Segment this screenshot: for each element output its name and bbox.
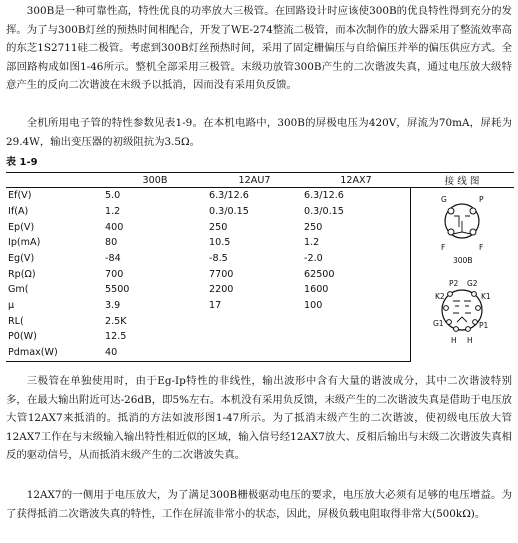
header-param [6,173,103,188]
cell-12au7: 0.3/0.15 [209,206,249,218]
pin-circle [444,306,449,311]
tube-label: 300B [453,256,473,265]
pin-label: K1 [481,292,491,301]
cell-12au7: 6.3/12.6 [209,190,249,202]
cell-12ax7: 1600 [304,284,329,296]
tube-12ax7-pinout [433,279,491,345]
pin-label: F [441,243,446,252]
pin-label: F [479,243,484,252]
cell-12au7 [207,329,302,345]
cell-param: Gm( [8,284,29,296]
header-12ax7: 12AX7 [302,173,410,188]
cell-12au7: 10.5 [209,237,231,249]
cell-param: Ep(V) [8,221,35,233]
pin-circle [466,327,471,332]
pin-circle [448,208,454,214]
paragraph-parameters: 全机所用电子管的特性参数见表1-9。在本机电路中，300B的屏极电压为420V，屏流为70mA，屏耗为29.4W，输出变压器的初级阻抗为3.5Ω。 [6,117,512,148]
cell-300b: 3.9 [105,300,121,312]
cell-300b: 5.0 [105,190,121,202]
cell-param: P0(W) [8,331,37,343]
pin-label: G1 [433,319,444,328]
cell-300b: 2.5K [105,315,127,327]
paragraph-harmonics: 三极管在单独使用时，由于Eg-Ip特性的非线性，输出波形中含有大量的谐波成分，其中二次谐波特别多，在最大输出附近可达-26dB，即5%左右。本机没有采用负反馈，末级产生的二次谐波失真是借助于电压放大管12AX7来抵消的。抵消的方法如波形图1-47所示。为了抵消末级产生的二次谐波，使初级电压放大管12AX7工作在与末级输入输出特性相近似的区域，输入信号经12AX7放大、反相后输出与末级二次谐波失真相反的驱动信号，从而抵消末级产生的二次谐波失真。 [6,375,512,462]
pin-label: G [441,195,448,204]
table-label: 表 1-9 [6,157,38,168]
cell-300b: 400 [105,221,124,233]
cell-300b: 80 [105,237,118,249]
cell-param: RL( [8,315,24,327]
pin-label: H [467,336,473,345]
pin-label: H [451,336,457,345]
paragraph-12ax7: 12AX7的一侧用于电压放大，为了满足300B栅极驱动电压的要求，电压放大必须有足够的电压增益。为了获得抵消二次谐波失真的特性，工作在屏流非常小的状态，因此，屏极负载电阻取得非常大(500kΩ)。 [6,489,512,520]
cell-12ax7: -2.0 [304,253,323,265]
cell-12ax7: 1.2 [304,237,320,249]
pin-circle [476,306,481,311]
header-12au7: 12AU7 [207,173,302,188]
pin-label: K2 [435,292,445,301]
cell-12ax7 [302,313,410,329]
pin-circle [447,320,452,325]
cell-12au7: 250 [209,221,228,233]
pin-label: P2 [449,279,459,288]
cell-param: Rp(Ω) [8,268,36,280]
cell-12ax7: 0.3/0.15 [304,206,344,218]
cell-12au7: 2200 [209,284,234,296]
cell-12au7: 17 [209,300,222,312]
cell-param: Pdmax(W) [6,345,103,361]
pin-label: P1 [479,321,489,330]
table-header-row [6,173,514,188]
pin-circle [472,292,477,297]
pin-circle [448,292,453,297]
pin-circle [470,208,476,214]
electrode-lines [453,301,471,322]
table-body [6,188,514,362]
cell-param: If(A) [8,206,29,218]
paragraph-intro: 300B是一种可靠性高，特性优良的功率放大三极管。在回路设计时应该使300B的优良特性得到充分的发挥。为了与300B灯丝的预热时间相配合，开发了WE-274整流二极管，而本次制作的放大器采用了整流效率高的东芝1S2711硅二极管。考虑到300B灯丝预热时间，采用了固定栅偏压与自给偏压并举的偏压供应方式。全部回路构成如图1-46所示。整机全部采用三极管。末级功放管300B产生的二次谐波失真，通过电压放大级特意产生的反向二次谐波在末级予以抵消，因而没有采用负反馈。 [6,5,512,92]
cell-12au7: 7700 [209,268,234,280]
pin-circle [454,327,459,332]
cell-12ax7: 62500 [304,268,335,280]
cell-12ax7 [302,329,410,345]
header-300b: 300B [103,173,207,188]
cell-300b: 700 [105,268,124,280]
pinout-diagram [419,188,505,361]
cell-param: μ [8,300,15,312]
cell-12ax7: 250 [304,221,323,233]
table-row [6,188,514,204]
tube-300b-pinout [441,195,484,265]
cell-300b: 40 [103,345,207,361]
cell-300b: 5500 [105,284,130,296]
cell-12au7 [207,345,302,361]
cell-12au7: -8.5 [209,253,228,265]
cell-300b: 1.2 [105,206,121,218]
cell-12ax7: 100 [304,300,323,312]
cell-12au7 [207,313,302,329]
wiring-diagram-cell [410,188,514,362]
header-wiring: 接 线 图 [410,173,514,188]
pin-label: G2 [467,279,478,288]
cell-300b: -84 [105,253,121,265]
cell-12ax7 [302,345,410,361]
pin-label: P [479,195,484,204]
cell-param: Ef(V) [8,190,32,202]
cell-param: Ip(mA) [8,237,41,249]
pin-circle [473,320,478,325]
electrode-lines [453,216,471,234]
cell-12ax7: 6.3/12.6 [304,190,344,202]
cell-param: Eg(V) [8,253,35,265]
tube-parameter-table [6,172,514,362]
cell-300b: 12.5 [105,331,127,343]
